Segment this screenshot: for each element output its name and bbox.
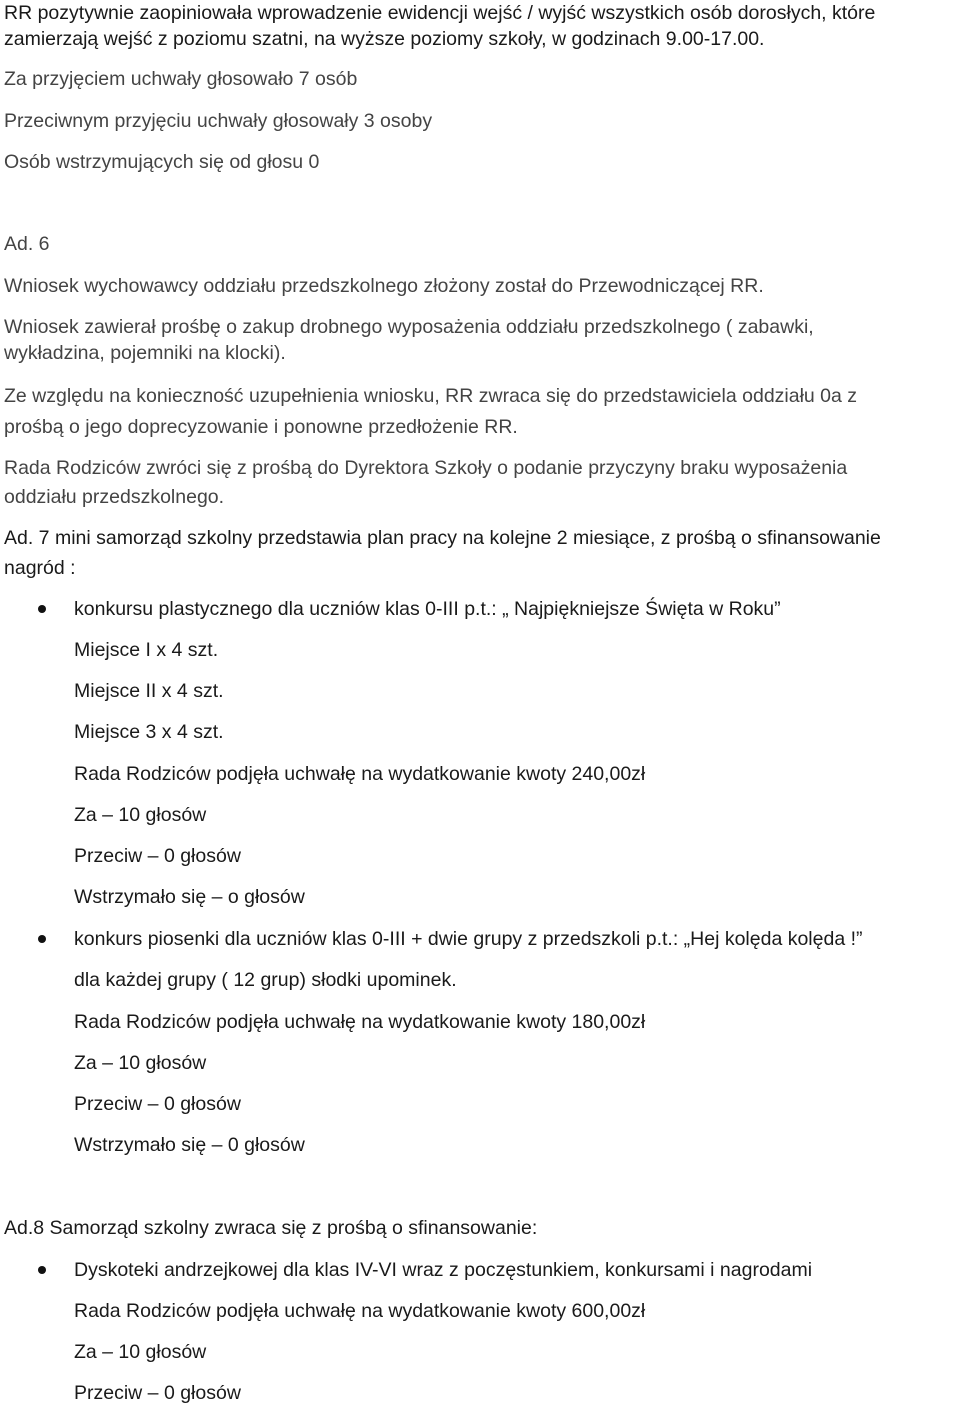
- ad6-paragraph-4-line-2: oddziału przedszkolnego.: [4, 486, 225, 508]
- ad6-paragraph-3-line-1: Ze względu na konieczność uzupełnienia wniosku, RR zwraca się do przedstawiciela oddziału 0a z: [4, 385, 858, 407]
- ad6-paragraph-2-line-1: Wniosek zawierał prośbę o zakup drobnego wyposażenia oddziału przedszkolnego ( zabawki,: [4, 316, 814, 338]
- bullet-icon: [38, 1266, 46, 1274]
- intro-vote-against: Przeciwnym przyjęciu uchwały głosowały 3 osoby: [4, 110, 433, 132]
- ad7-item-1-vote-abstain: Wstrzymało się – o głosów: [74, 886, 305, 908]
- ad7-item-2-decision: Rada Rodziców podjęła uchwałę na wydatkowanie kwoty 180,00zł: [74, 1011, 646, 1033]
- ad7-item-2-vote-against: Przeciw – 0 głosów: [74, 1093, 241, 1115]
- bullet-icon: [38, 935, 46, 943]
- ad6-heading: Ad. 6: [4, 233, 50, 255]
- intro-vote-abstain: Osób wstrzymujących się od głosu 0: [4, 151, 320, 173]
- ad7-item-1-place-2: Miejsce II x 4 szt.: [74, 680, 224, 702]
- ad8-item-1-vote-for: Za – 10 głosów: [74, 1341, 207, 1363]
- ad6-paragraph-1: Wniosek wychowawcy oddziału przedszkolnego złożony został do Przewodniczącej RR.: [4, 275, 764, 297]
- ad8-item-1-title: Dyskoteki andrzejkowej dla klas IV-VI wraz z poczęstunkiem, konkursami i nagrodami: [74, 1259, 813, 1281]
- ad7-item-1-vote-for: Za – 10 głosów: [74, 804, 207, 826]
- ad7-item-2-vote-for: Za – 10 głosów: [74, 1052, 207, 1074]
- ad7-item-1-vote-against: Przeciw – 0 głosów: [74, 845, 241, 867]
- ad6-paragraph-3-line-2: prośbą o jego doprecyzowanie i ponowne przedłożenie RR.: [4, 416, 518, 438]
- ad8-item-1-decision: Rada Rodziców podjęła uchwałę na wydatkowanie kwoty 600,00zł: [74, 1300, 646, 1322]
- ad7-item-1-place-3: Miejsce 3 x 4 szt.: [74, 721, 224, 743]
- ad6-paragraph-4-line-1: Rada Rodziców zwróci się z prośbą do Dyrektora Szkoły o podanie przyczyny braku wyposażenia: [4, 457, 848, 479]
- intro-line-2: zamierzają wejść z poziomu szatni, na wyższe poziomy szkoły, w godzinach 9.00-17.00.: [4, 28, 765, 50]
- ad6-paragraph-2-line-2: wykładzina, pojemniki na klocki).: [4, 342, 286, 364]
- ad7-item-1-title: konkursu plastycznego dla uczniów klas 0-III p.t.: „ Najpiękniejsze Święta w Roku”: [74, 598, 781, 620]
- ad7-item-1-decision: Rada Rodziców podjęła uchwałę na wydatkowanie kwoty 240,00zł: [74, 763, 646, 785]
- intro-line-1: RR pozytywnie zaopiniowała wprowadzenie ewidencji wejść / wyjść wszystkich osób dorosłych, które: [4, 2, 876, 24]
- ad7-item-1-place-1: Miejsce I x 4 szt.: [74, 639, 219, 661]
- ad7-item-2-title: konkurs piosenki dla uczniów klas 0-III + dwie grupy z przedszkoli p.t.: „Hej kolęda kolęda !”: [74, 928, 863, 950]
- ad8-heading: Ad.8 Samorząd szkolny zwraca się z prośbą o sfinansowanie:: [4, 1217, 538, 1239]
- ad7-item-2-detail: dla każdej grupy ( 12 grup) słodki upominek.: [74, 969, 457, 991]
- ad8-item-1-vote-against: Przeciw – 0 głosów: [74, 1382, 241, 1404]
- ad7-line-2: nagród :: [4, 557, 76, 579]
- ad7-line-1: Ad. 7 mini samorząd szkolny przedstawia plan pracy na kolejne 2 miesiące, z prośbą o sfinansowanie: [4, 527, 881, 549]
- intro-vote-for: Za przyjęciem uchwały głosowało 7 osób: [4, 68, 358, 90]
- bullet-icon: [38, 605, 46, 613]
- ad7-item-2-vote-abstain: Wstrzymało się – 0 głosów: [74, 1134, 305, 1156]
